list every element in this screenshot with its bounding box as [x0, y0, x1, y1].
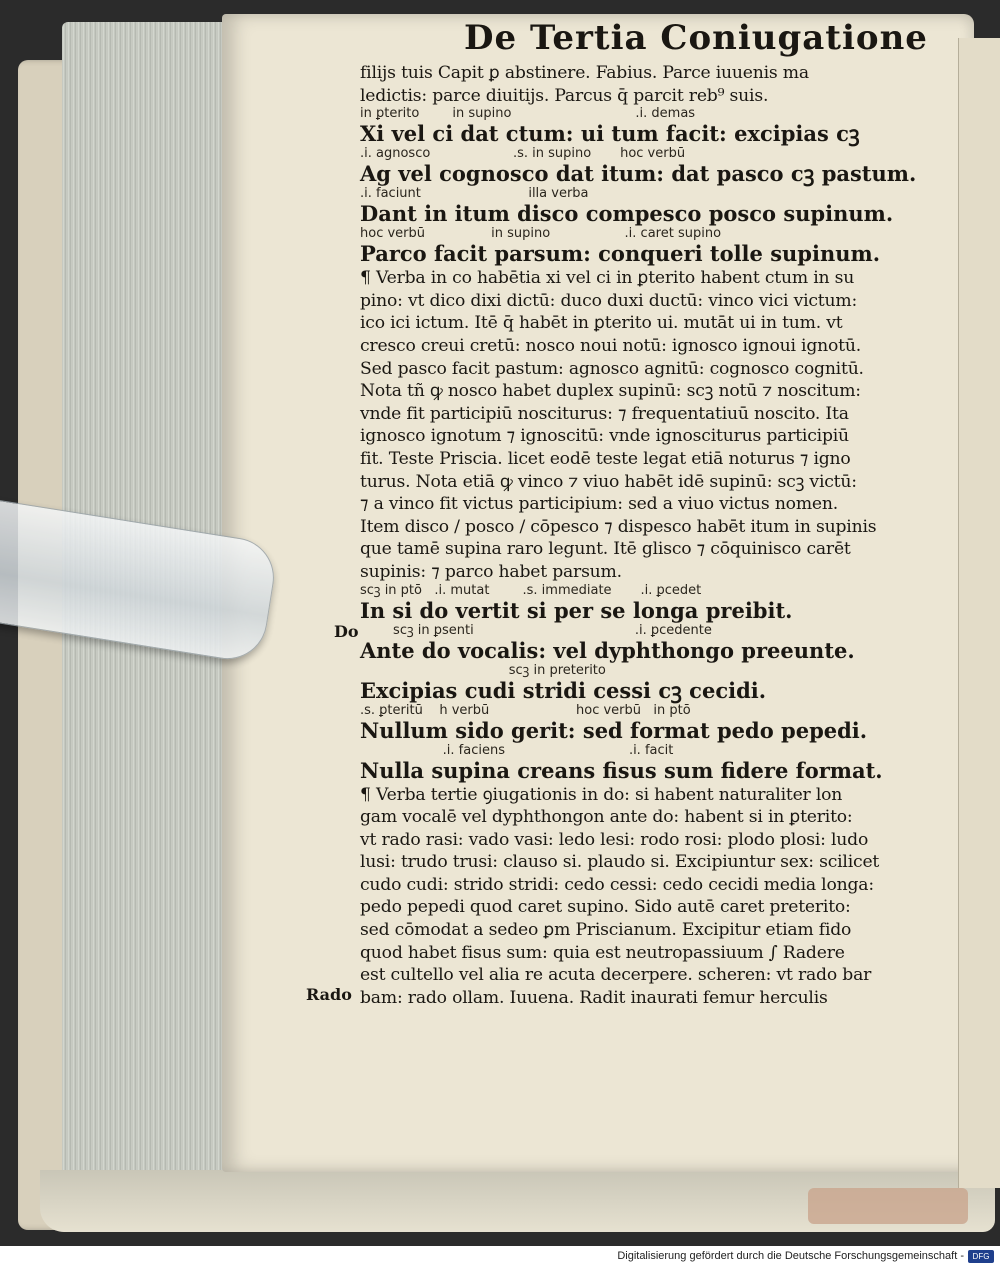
gloss-line: hoc verbū in supino .i. caret supino: [360, 226, 722, 242]
verse-line: Nulla supina creans fisus sum fidere format.: [360, 757, 883, 783]
facing-page-edge: [958, 38, 1000, 1188]
prose-line: pedo pepedi quod caret supino. Sido autē caret preterito:: [360, 897, 851, 918]
prose-line: est cultello vel alia re acuta decerpere. scheren: vt rado bar: [360, 965, 872, 986]
prose-line: Item disco / posco / cōpesco ⁊ dispesco habēt itum in supinis: [360, 516, 877, 537]
verse-line: Xi vel ci dat ctum: ui tum facit: excipias cꝫ: [360, 121, 860, 147]
verse-line: Nullum sido gerit: sed format pedo pepedi.: [360, 717, 868, 743]
margin-note-rado: Rado: [306, 985, 352, 1004]
prose-line: cudo cudi: strido stridi: cedo cessi: cedo cecidi media longa:: [360, 874, 874, 895]
prose-line: lusi: trudo trusi: clauso si. plaudo si. Excipiuntur sex: scilicet: [360, 852, 880, 873]
prose-line: fit. Teste Priscia. licet eodē teste legat etiā noturus ⁊ igno: [360, 448, 851, 469]
dfg-logo: DFG: [968, 1250, 994, 1263]
funding-credit: Digitalisierung gefördert durch die Deutsche Forschungsgemeinschaft -: [617, 1250, 964, 1262]
gloss-line: in ꝑterito in supino .i. demas: [360, 106, 696, 122]
margin-note-do: Do: [334, 622, 359, 641]
gloss-line: .i. agnosco .s. in supino hoc verbū: [360, 146, 686, 162]
prose-line: bam: rado ollam. Iuuena. Radit inaurati femur herculis: [360, 987, 828, 1008]
prose-line: turus. Nota etiā ꝙ vinco ⁊ viuo habēt idē supinū: scꝫ victū:: [360, 471, 857, 492]
page-heading: De Tertia Coniugatione: [464, 18, 928, 58]
prose-line: quod habet fisus sum: quia est neutropassiuum ∫ Radere: [360, 942, 845, 963]
prose-line: ¶ Verba in co habētia xi vel ci in ꝑterito habent ctum in su: [360, 268, 855, 289]
prose-line: Nota tñ ꝙ nosco habet duplex supinū: scꝫ notū ⁊ noscitum:: [360, 381, 861, 402]
prose-line: ⁊ a vinco fit victus participium: sed a viuo victus nomen.: [360, 494, 839, 515]
text-lines: [360, 62, 920, 1009]
verse-line: In si do vertit si per se longa preibit.: [360, 597, 793, 623]
prose-line: ledictis: parce diuitijs. Parcus q̄ parcit reb⁹ suis.: [360, 85, 769, 106]
gloss-line: scꝫ in preterito: [360, 662, 606, 678]
gloss-line: scꝫ in ꝑsenti .i. ꝑcedente: [360, 622, 712, 638]
prose-line: que tamē supina raro legunt. Itē glisco ⁊ cōquinisco carēt: [360, 539, 851, 560]
gloss-line: .i. faciunt illa verba: [360, 186, 589, 202]
gloss-line: .i. faciens .i. facit: [360, 742, 674, 758]
library-stamp: [808, 1188, 968, 1224]
footer-bar: [0, 1246, 1000, 1268]
prose-line: vt rado rasi: vado vasi: ledo lesi: rodo rosi: plodo plosi: ludo: [360, 829, 869, 850]
prose-line: ignosco ignotum ⁊ ignoscitū: vnde ignosciturus participiū: [360, 426, 849, 447]
gloss-line: .s. ꝑteritū h verbū hoc verbū in ptō: [360, 702, 691, 718]
prose-line: filijs tuis Capit ꝑ abstinere. Fabius. Parce iuuenis ma: [360, 63, 809, 83]
prose-line: Sed pasco facit pastum: agnosco agnitū: cognosco cognitū.: [360, 358, 864, 379]
prose-line: ico ici ictum. Itē q̄ habēt in ꝑterito ui. mutāt ui in tum. vt: [360, 313, 843, 334]
prose-line: ¶ Verba tertie ꝯiugationis in do: si habent naturaliter lon: [360, 784, 843, 805]
gloss-line: scꝫ in ptō .i. mutat .s. immediate .i. ꝑcedet: [360, 582, 702, 598]
page-text: [360, 18, 928, 1009]
prose-line: supinis: ⁊ parco habet parsum.: [360, 561, 622, 582]
prose-line: cresco creui cretū: nosco noui notū: ignosco ignoui ignotū.: [360, 335, 862, 356]
verse-line: Dant in itum disco compesco posco supinum.: [360, 201, 894, 227]
prose-line: vnde fit participiū nosciturus: ⁊ frequentatiuū noscito. Ita: [360, 403, 849, 424]
verse-line: Excipias cudi stridi cessi cꝫ cecidi.: [360, 677, 767, 703]
verse-line: Ante do vocalis: vel dyphthongo preeunte.: [360, 637, 855, 663]
prose-line: pino: vt dico dixi dictū: duco duxi ductū: vinco vici victum:: [360, 290, 858, 311]
verse-line: Ag vel cognosco dat itum: dat pasco cꝫ pastum.: [360, 161, 917, 187]
prose-line: sed cōmodat a sedeo ꝑm Priscianum. Excipitur etiam fido: [360, 920, 852, 941]
prose-line: gam vocalē vel dyphthongon ante do: habent si in ꝑterito:: [360, 807, 853, 828]
verse-line: Parco facit parsum: conqueri tolle supinum.: [360, 241, 881, 267]
